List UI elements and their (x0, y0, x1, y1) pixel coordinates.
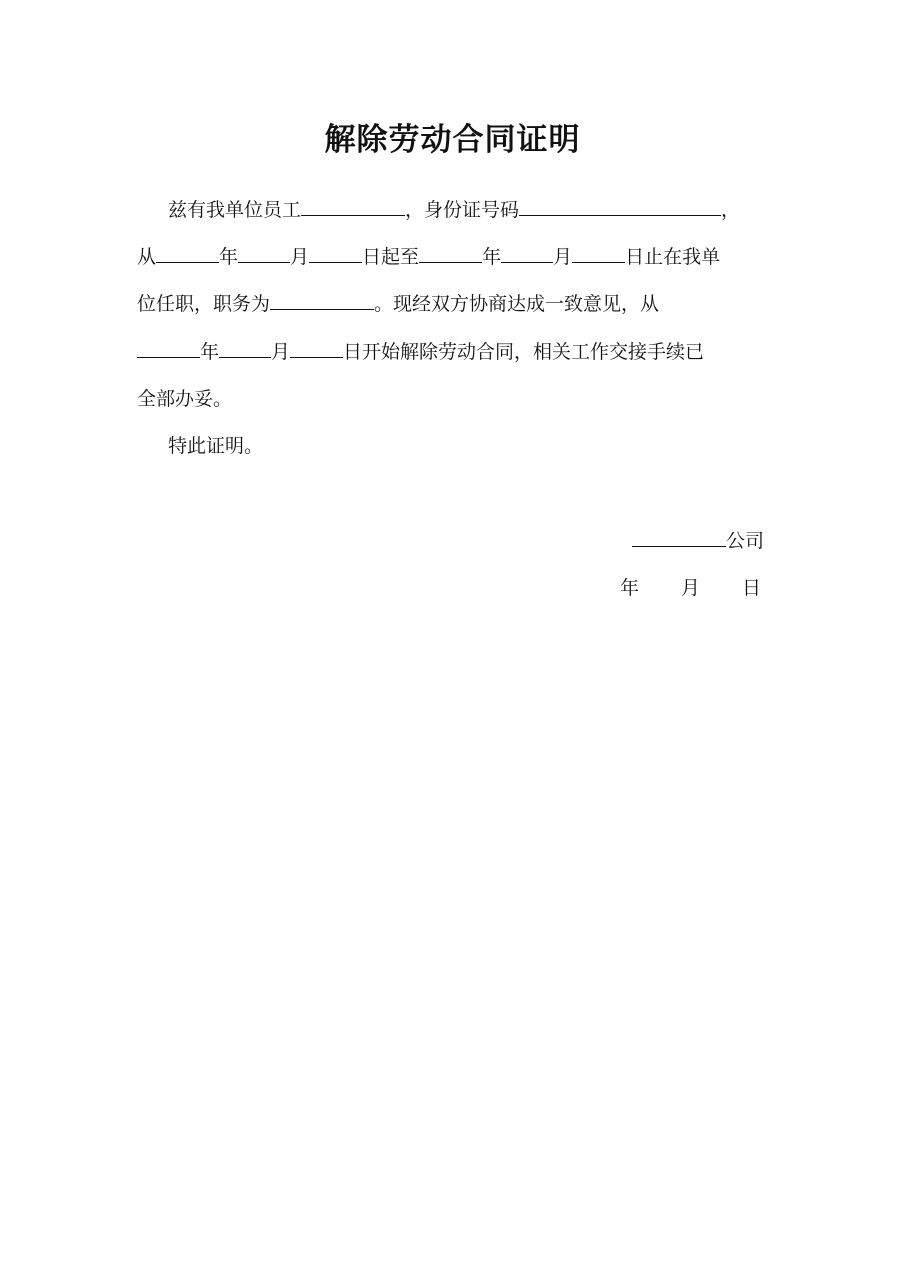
text-segment: 兹有我单位员工 (168, 199, 302, 221)
text-segment: 年 (200, 341, 220, 363)
text-segment: ， (721, 199, 741, 221)
paragraph-line-3 (137, 288, 659, 318)
text-segment: 日起至 (362, 246, 420, 268)
paragraph-line-2 (137, 241, 720, 271)
date-month-label: 月 (681, 577, 701, 599)
text-segment: 月 (271, 341, 291, 363)
text-segment: 从 (137, 246, 157, 268)
text-segment: 全部办妥。 (137, 388, 233, 410)
company-name-blank (632, 525, 726, 547)
text-segment: 日止在我单 (625, 246, 721, 268)
end-year-blank (419, 241, 482, 263)
signature-date-line (620, 573, 761, 603)
paragraph-line-4 (137, 336, 704, 366)
text-segment: 月 (553, 246, 573, 268)
company-suffix: 公司 (726, 530, 765, 552)
start-month-blank (238, 241, 290, 263)
signature-company-line (632, 525, 764, 555)
termination-year-blank (137, 336, 200, 358)
end-month-blank (501, 241, 553, 263)
text-segment: ，身份证号码 (405, 199, 520, 221)
text-segment: 特此证明。 (168, 435, 264, 457)
paragraph-line-1 (168, 194, 740, 224)
start-year-blank (156, 241, 219, 263)
employee-name-blank (301, 194, 405, 216)
start-day-blank (309, 241, 362, 263)
id-number-blank (519, 194, 721, 216)
paragraph-line-5 (137, 384, 232, 414)
text-segment: 。现经双方协商达成一致意见，从 (374, 293, 660, 315)
date-day-label: 日 (742, 577, 762, 599)
end-day-blank (572, 241, 625, 263)
termination-day-blank (290, 336, 343, 358)
text-segment: 年 (219, 246, 239, 268)
position-blank (270, 288, 374, 310)
text-segment: 月 (290, 246, 310, 268)
closing-statement (168, 431, 263, 461)
document-title: 解除劳动合同证明 (324, 122, 581, 158)
text-segment: 年 (482, 246, 502, 268)
date-year-label: 年 (620, 577, 640, 599)
text-segment: 位任职，职务为 (137, 293, 271, 315)
text-segment: 日开始解除劳动合同，相关工作交接手续已 (343, 341, 705, 363)
termination-month-blank (219, 336, 271, 358)
